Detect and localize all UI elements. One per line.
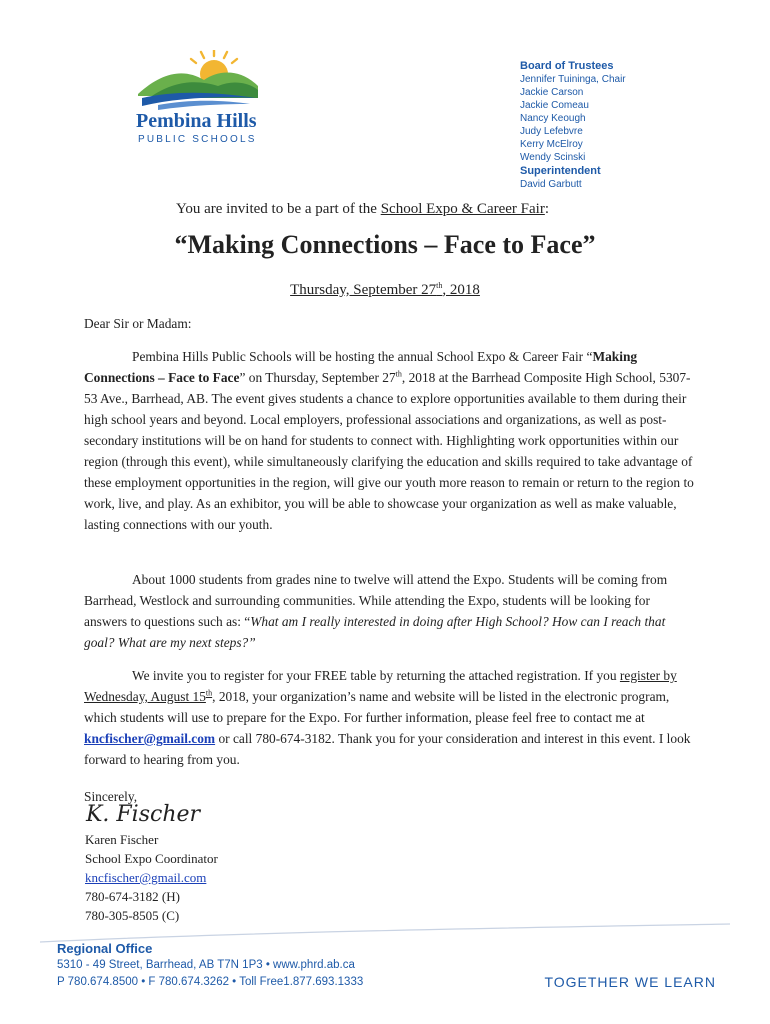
signature: K. Fischer — [86, 802, 201, 827]
event-name: School Expo & Career Fair — [380, 201, 545, 217]
board-heading: Board of Trustees — [520, 60, 614, 72]
p3-text-b: , 2018, your organization’s name and website will be listed in the electronic program, which students will use to prepare for the Expo. For further information, please feel free to contact me at — [84, 689, 670, 725]
event-date-year: , 2018 — [442, 282, 480, 298]
invitation-prefix: You are invited to be a part of the — [176, 201, 381, 217]
sign-off: Sincerely, — [84, 789, 138, 804]
event-date-sup: th — [436, 281, 443, 290]
p1-text-a: Pembina Hills Public Schools will be hosting the annual School Expo & Career Fair “ — [132, 349, 593, 364]
logo-mark-icon — [132, 50, 262, 110]
event-date — [0, 282, 770, 299]
contact-email-link[interactable]: kncfischer@gmail.com — [85, 870, 207, 885]
greeting: Dear Sir or Madam: — [84, 316, 192, 331]
footer-phones: P 780.674.8500 • F 780.674.3262 • Toll Free1.877.693.1333 — [57, 976, 364, 988]
contact-role: School Expo Coordinator — [85, 851, 218, 866]
p2-text-b: ” — [248, 635, 256, 650]
contact-phone-home: 780-674-3182 (H) — [85, 889, 180, 904]
p3-text-a: We invite you to register for your FREE table by returning the attached registration. If you — [132, 668, 620, 683]
logo-name: Pembina Hills — [136, 110, 257, 132]
invitation-suffix: : — [544, 201, 549, 217]
paragraph-2 — [84, 569, 694, 653]
invitation-line — [176, 201, 549, 218]
footer-address: 5310 - 49 Street, Barrhead, AB T7N 1P3 • www.phrd.ab.ca — [57, 959, 355, 971]
superintendent-name: David Garbutt — [520, 179, 582, 190]
logo-subtitle: PUBLIC SCHOOLS — [138, 134, 257, 145]
p3-text-c: or call 780-674-3182. Thank you for your consideration and interest in this event. I look forward to hearing from you. — [84, 731, 691, 767]
board-member: Jackie Carson — [520, 87, 584, 98]
event-title: “Making Connections – Face to Face” — [174, 230, 596, 259]
contact-name: Karen Fischer — [85, 832, 159, 847]
p3-deadline: register by Wednesday, August 15 — [84, 668, 677, 704]
footer-heading: Regional Office — [57, 941, 153, 956]
p2-text-a: About 1000 students from grades nine to twelve will attend the Expo. Students will be coming from Barrhead, Westlock and surrounding communities. While attending the Expo, students will be looking for answers to questions such as: “ — [84, 572, 668, 629]
board-member: Wendy Scinski — [520, 152, 586, 163]
p1-text-b: ” on Thursday, September 27 — [239, 370, 396, 385]
logo — [128, 50, 268, 150]
event-date-text: Thursday, September 27 — [290, 282, 437, 298]
board-member: Judy Lefebvre — [520, 126, 583, 137]
board-of-trustees — [520, 59, 750, 191]
board-member: Kerry McElroy — [520, 139, 583, 150]
superintendent-heading: Superintendent — [520, 165, 601, 177]
paragraph-3 — [84, 665, 694, 770]
p1-event-name: Making Connections – Face to Face — [84, 349, 638, 385]
footer-tagline: TOGETHER WE LEARN — [544, 974, 716, 990]
p1-sup: th — [395, 369, 402, 379]
paragraph-1 — [84, 346, 694, 535]
p3-sup: th — [205, 688, 213, 698]
p1-text-c: , 2018 at the Barrhead Composite High School, 5307-53 Ave., Barrhead, AB. The event gives students a chance to explore opportunities available to them during their high school years and beyond. Local employers, professional associations and organizations, as well as post-secondary institutions will be on hand for students to connect with. Highlighting work opportunities within our region (through this event), while simultaneously clarifying the education and skills required to take advantage of these employment opportunities in the region, will give our youth more reason to remain or return to the region to work, live, and play. As an exhibitor, you will be able to showcase your organization as well as make valuable, lasting connections with our youth. — [84, 370, 694, 532]
contact-block — [85, 830, 218, 925]
board-member: Jackie Comeau — [520, 100, 589, 111]
board-member: Nancy Keough — [520, 113, 586, 124]
p2-questions: What am I really interested in doing after High School? How can I reach that goal? What are my next steps? — [84, 614, 666, 650]
email-link[interactable]: kncfischer@gmail.com — [84, 731, 216, 746]
board-member: Jennifer Tuininga, Chair — [520, 74, 626, 85]
footer-office — [57, 940, 363, 991]
contact-phone-cell: 780-305-8505 (C) — [85, 908, 180, 923]
